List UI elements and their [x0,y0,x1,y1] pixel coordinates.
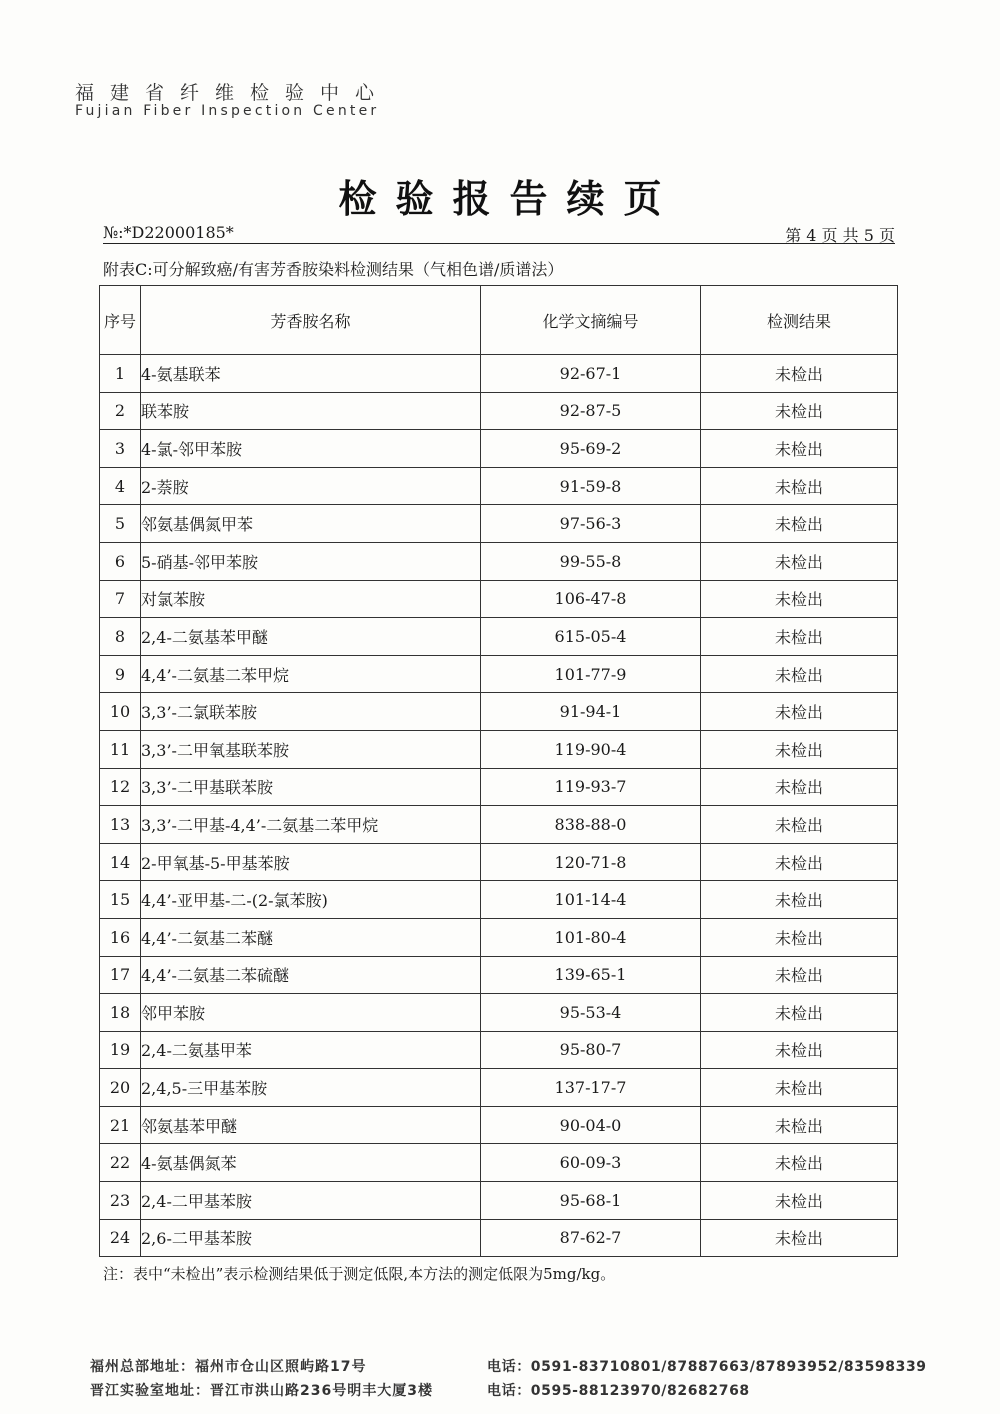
cell-amine-name: 4-氨基联苯 [141,355,481,393]
cell-test-result: 未检出 [701,355,898,393]
cell-amine-name: 邻甲苯胺 [141,994,481,1032]
cell-test-result: 未检出 [701,956,898,994]
cell-cas-number: 838-88-0 [481,806,701,844]
table-row [100,1069,898,1107]
cell-cas-number: 615-05-4 [481,618,701,656]
table-row [100,730,898,768]
cell-cas-number: 101-77-9 [481,655,701,693]
cell-amine-name: 3,3’-二氯联苯胺 [141,693,481,731]
table-row [100,956,898,994]
table-row [100,1031,898,1069]
cell-amine-name: 对氯苯胺 [141,580,481,618]
org-name-en: Fujian Fiber Inspection Center [75,103,380,119]
cell-serial-no: 7 [100,580,141,618]
table-row [100,505,898,543]
cell-cas-number: 91-94-1 [481,693,701,731]
cell-cas-number: 97-56-3 [481,505,701,543]
cell-amine-name: 2-萘胺 [141,467,481,505]
cell-cas-number: 90-04-0 [481,1106,701,1144]
table-row [100,542,898,580]
cell-amine-name: 邻氨基偶氮甲苯 [141,505,481,543]
cell-serial-no: 13 [100,806,141,844]
cell-amine-name: 邻氨基苯甲醚 [141,1106,481,1144]
cell-serial-no: 3 [100,430,141,468]
cell-amine-name: 3,3’-二甲基联苯胺 [141,768,481,806]
table-row [100,881,898,919]
cell-test-result: 未检出 [701,505,898,543]
header-cas-number: 化学文摘编号 [481,286,701,355]
cell-amine-name: 4,4’-二氨基二苯甲烷 [141,655,481,693]
cell-serial-no: 8 [100,618,141,656]
table-row [100,918,898,956]
cell-cas-number: 92-67-1 [481,355,701,393]
table-row [100,1106,898,1144]
cell-cas-number: 95-53-4 [481,994,701,1032]
cell-cas-number: 119-93-7 [481,768,701,806]
cell-test-result: 未检出 [701,881,898,919]
cell-serial-no: 4 [100,467,141,505]
table-note: 注：表中“未检出”表示检测结果低于测定低限,本方法的测定低限为5mg/kg。 [103,1265,616,1283]
cell-amine-name: 4-氯-邻甲苯胺 [141,430,481,468]
cell-cas-number: 95-68-1 [481,1182,701,1220]
page-indicator: 第 4 页 共 5 页 [785,226,895,245]
cell-test-result: 未检出 [701,768,898,806]
cell-serial-no: 6 [100,542,141,580]
cell-serial-no: 2 [100,392,141,430]
cell-amine-name: 2,4,5-三甲基苯胺 [141,1069,481,1107]
cell-cas-number: 137-17-7 [481,1069,701,1107]
table-body [100,355,898,1257]
cell-amine-name: 3,3’-二甲基-4,4’-二氨基二苯甲烷 [141,806,481,844]
cell-test-result: 未检出 [701,392,898,430]
table-row [100,1219,898,1257]
cell-amine-name: 4,4’-亚甲基-二-(2-氯苯胺) [141,881,481,919]
cell-cas-number: 120-71-8 [481,843,701,881]
cell-test-result: 未检出 [701,918,898,956]
cell-serial-no: 12 [100,768,141,806]
cell-amine-name: 2,4-二甲基苯胺 [141,1182,481,1220]
cell-test-result: 未检出 [701,1219,898,1257]
table-row [100,768,898,806]
table-row [100,693,898,731]
cell-serial-no: 14 [100,843,141,881]
table-row [100,618,898,656]
cell-cas-number: 95-69-2 [481,430,701,468]
table-row [100,994,898,1032]
cell-serial-no: 17 [100,956,141,994]
cell-serial-no: 1 [100,355,141,393]
cell-test-result: 未检出 [701,467,898,505]
table-row [100,1144,898,1182]
cell-test-result: 未检出 [701,843,898,881]
table-row [100,430,898,468]
table-row [100,392,898,430]
cell-amine-name: 2,4-二氨基甲苯 [141,1031,481,1069]
table-row [100,580,898,618]
cell-serial-no: 9 [100,655,141,693]
cell-cas-number: 99-55-8 [481,542,701,580]
cell-amine-name: 4-氨基偶氮苯 [141,1144,481,1182]
cell-test-result: 未检出 [701,580,898,618]
cell-test-result: 未检出 [701,1106,898,1144]
results-table [99,285,898,1257]
cell-serial-no: 20 [100,1069,141,1107]
table-header-row [100,286,898,355]
cell-cas-number: 106-47-8 [481,580,701,618]
table-caption: 附表C:可分解致癌/有害芳香胺染料检测结果（气相色谱/质谱法） [103,260,564,279]
table-row [100,806,898,844]
cell-cas-number: 95-80-7 [481,1031,701,1069]
hq-phone: 电话：0591-83710801/87887663/87893952/83598339 [487,1359,927,1375]
cell-cas-number: 92-87-5 [481,392,701,430]
table-row [100,655,898,693]
cell-test-result: 未检出 [701,430,898,468]
cell-amine-name: 4,4’-二氨基二苯醚 [141,918,481,956]
cell-serial-no: 5 [100,505,141,543]
cell-serial-no: 22 [100,1144,141,1182]
cell-test-result: 未检出 [701,1069,898,1107]
header-serial-no: 序号 [100,286,141,355]
cell-test-result: 未检出 [701,1031,898,1069]
cell-amine-name: 5-硝基-邻甲苯胺 [141,542,481,580]
report-reference-line [103,221,895,244]
cell-serial-no: 19 [100,1031,141,1069]
cell-amine-name: 2,6-二甲基苯胺 [141,1219,481,1257]
cell-amine-name: 联苯胺 [141,392,481,430]
hq-address: 福州总部地址：福州市仓山区照屿路17号 [90,1359,367,1375]
cell-serial-no: 11 [100,730,141,768]
cell-amine-name: 2-甲氧基-5-甲基苯胺 [141,843,481,881]
cell-cas-number: 139-65-1 [481,956,701,994]
cell-serial-no: 21 [100,1106,141,1144]
cell-test-result: 未检出 [701,1182,898,1220]
cell-test-result: 未检出 [701,994,898,1032]
cell-cas-number: 101-80-4 [481,918,701,956]
cell-amine-name: 4,4’-二氨基二苯硫醚 [141,956,481,994]
cell-cas-number: 60-09-3 [481,1144,701,1182]
cell-amine-name: 2,4-二氨基苯甲醚 [141,618,481,656]
cell-test-result: 未检出 [701,618,898,656]
table-row [100,843,898,881]
org-name-cn: 福建省纤维检验中心 [75,82,391,104]
page-title: 检验报告续页 [338,177,681,221]
header-amine-name: 芳香胺名称 [141,286,481,355]
lab-address: 晋江实验室地址：晋江市洪山路236号明丰大厦3楼 [90,1383,433,1399]
cell-test-result: 未检出 [701,730,898,768]
table-row [100,467,898,505]
report-number: №:*D22000185* [103,223,234,242]
cell-serial-no: 18 [100,994,141,1032]
lab-phone: 电话：0595-88123970/82682768 [487,1383,750,1399]
cell-cas-number: 101-14-4 [481,881,701,919]
cell-amine-name: 3,3’-二甲氧基联苯胺 [141,730,481,768]
cell-serial-no: 15 [100,881,141,919]
cell-cas-number: 91-59-8 [481,467,701,505]
cell-serial-no: 10 [100,693,141,731]
cell-cas-number: 87-62-7 [481,1219,701,1257]
cell-test-result: 未检出 [701,655,898,693]
cell-test-result: 未检出 [701,1144,898,1182]
table-row [100,1182,898,1220]
cell-serial-no: 23 [100,1182,141,1220]
table-row [100,355,898,393]
cell-test-result: 未检出 [701,806,898,844]
cell-serial-no: 16 [100,918,141,956]
cell-test-result: 未检出 [701,542,898,580]
cell-serial-no: 24 [100,1219,141,1257]
header-test-result: 检测结果 [701,286,898,355]
cell-test-result: 未检出 [701,693,898,731]
cell-cas-number: 119-90-4 [481,730,701,768]
